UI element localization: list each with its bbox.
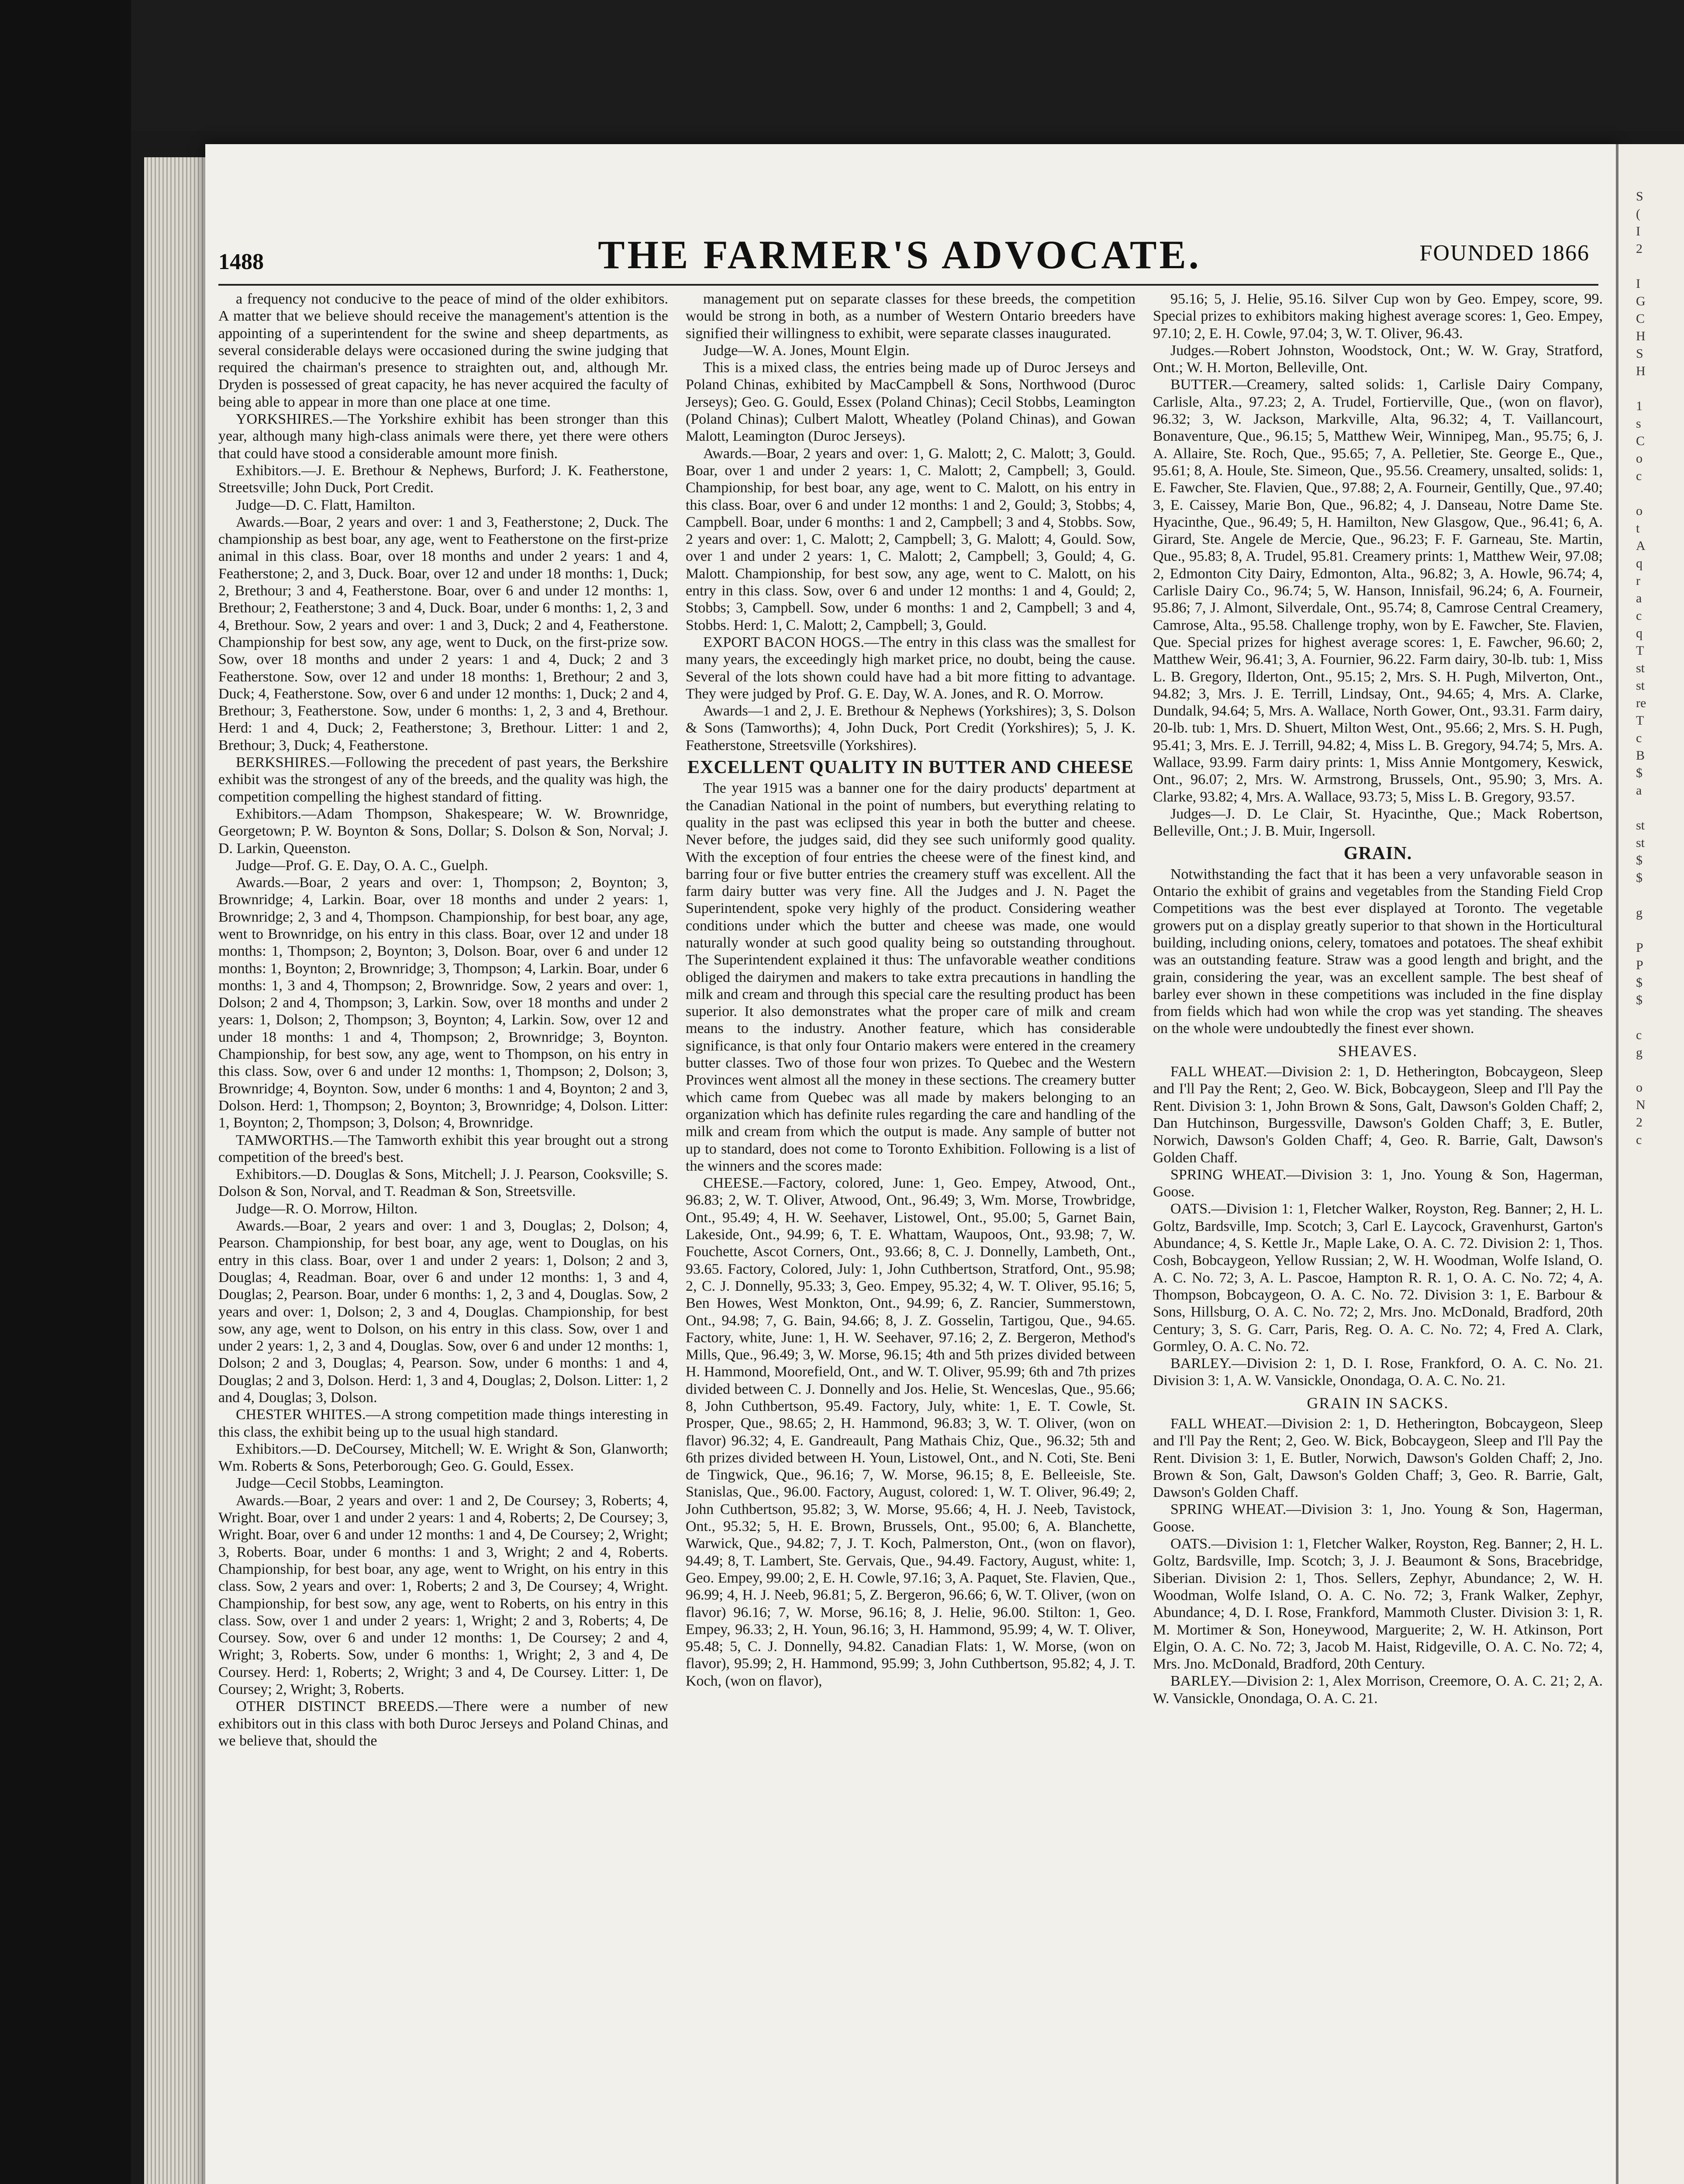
paragraph-lead: BARLEY. — [1170, 1673, 1232, 1690]
article-paragraph — [1153, 342, 1603, 377]
article-paragraph — [1153, 1535, 1603, 1673]
paragraph-text: Exhibitors.—Adam Thompson, Shakespeare; W. W. Brownridge, Georgetown; P. W. Boynton & Sons, Dollar; S. Dolson & Son, Norval; J. D. Larkin, Queenston. — [218, 805, 668, 857]
paragraph-text: The year 1915 was a banner one for the dairy products' department at the Canadian National in the point of numbers, but everything relating to quality in the past was eclipsed this year in both the butter and cheese. Never before, the judges said, did they see such uniformly good quality. With the exception of four entries the cheese were of the finest kind, and barring four or five butter entries the creamery stuff was excellent. All the farm dairy butter was very fine. All the Judges and J. N. Paget the Superintendent, spoke very highly of the product. Considering weather conditions under which the butter and cheese was made, one would naturally wonder at such good quality being so outstanding throughout. The Superintendent explained it thus: The unfavorable weather conditions obliged the dairymen and makers to take extra precautions in handling the milk and cream and through this special care the resulting product has been superior. It also demonstrates what the proper care of milk and cream means to the industry. Another feature, which has considerable significance, is that only four Ontario makers were entered in the creamery butter classes. Two of those four won prizes. To Quebec and the Western Provinces went almost all the money in these sections. The creamery butter which came from Quebec was all made by makers belonging to an organization which has definite rules regarding the care and handling of the milk and cream from which the output is made. Any sample of butter not up to standard, does not come to Toronto Exhibition. Following is a list of the winners and the scores made: — [686, 780, 1135, 1174]
paragraph-text: —Division 2: 1, D. Hetherington, Bobcaygeon, Sleep and I'll Pay the Rent; 2, Geo. W. Bick, Bobcaygeon, Sleep and I'll Pay the Rent. Division 3: 1, John Brown & Sons, Galt, Dawson's Golden Chaff; 2, Dan Hutchinson, Burgessville, Dawson's Golden Chaff; 3, E. Butler, Norwich, Dawson's Golden Chaff; 4, Geo. R. Barrie, Galt, Dawson's Golden Chaff. — [1153, 1064, 1603, 1166]
paragraph-lead: OATS. — [1170, 1201, 1211, 1217]
article-paragraph — [218, 411, 668, 462]
article-paragraph — [1153, 1200, 1603, 1355]
paragraph-lead: BARLEY. — [1170, 1355, 1232, 1372]
paragraph-lead: CHEESE. — [703, 1175, 763, 1192]
text-column-middle — [686, 290, 1135, 2184]
article-paragraph — [1153, 866, 1603, 1037]
article-paragraph — [218, 805, 668, 857]
scan-background-top — [0, 0, 1684, 131]
article-paragraph — [1153, 376, 1603, 805]
text-column-right — [1153, 290, 1603, 2184]
paragraph-text: Awards.—Boar, 2 years and over: 1 and 2, De Coursey; 3, Roberts; 4, Wright. Boar, over 1 and under 2 years: 1 and 4, Roberts; 2, De Coursey; 3, Wright. Boar, over 6 and under 12 months: 1 and 4, De Coursey; 2, Wright; 3, Roberts. Boar, under 6 months: 1 and 3, Wright; 2 and 4, Roberts. Championship, for best boar, any age, went to Wright, on his entry in this class. Sow, 2 years and over: 1, Roberts; 2 and 3, De Coursey; 4, Wright. Championship, for best sow, any age, went to Roberts, on his entry in this class. Sow, over 1 and under 2 years: 1, Wright; 2 and 3, Roberts; 4, De Coursey. Sow, over 6 and under 12 months: 1, De Coursey; 2 and 4, Wright; 3, Roberts. Sow, under 6 months: 1, Wright; 2, 3 and 4, De Coursey. Herd: 1, Roberts; 2, Wright; 3 and 4, De Coursey. Litter: 1, De Coursey; 2, Wright; 3, Roberts. — [218, 1492, 668, 1698]
paragraph-text: —Following the precedent of past years, the Berkshire exhibit was the strongest of any of the breeds, and the quality was high, the competition compelling the highest standard of fitting. — [218, 754, 668, 805]
paragraph-lead: OTHER DISTINCT BREEDS. — [236, 1698, 438, 1715]
paragraph-text: Awards.—Boar, 2 years and over: 1 and 3, Featherstone; 2, Duck. The championship as best boar, any age, went to Featherstone on the first-prize animal in this class. Boar, over 18 months and under 2 years: 1 and 4, Featherstone; 2, and 3, Duck. Boar, over 12 and under 18 months: 1, Duck; 2, Brethour; 3 and 4, Featherstone. Boar, over 6 and under 12 months: 1, Brethour; 2, Featherstone; 3 and 4, Duck. Boar, under 6 months: 1, 2, 3 and 4, Brethour. Sow, 2 years and over: 1 and 3, Duck; 2 and 4, Featherstone. Championship for best sow, any age, went to Duck, on the first-prize sow. Sow, over 18 months and under 2 years: 1 and 4, Duck; 2 and 3 Featherstone. Sow, over 12 and under 18 months: 1, Brethour; 2 and 3, Duck; 4, Featherstone. Sow, over 6 and under 12 months: 1, Duck; 2 and 4, Brethour; 3, Featherstone. Sow, under 6 months: 1, 2, 3 and 4, Brethour. Herd: 1 and 4, Duck; 2, Featherstone; 3, Brethour. Litter: 1 and 2, Brethour; 3, Duck; 4, Featherstone. — [218, 514, 668, 753]
article-paragraph — [1153, 1415, 1603, 1501]
page-number: 1488 — [218, 249, 264, 274]
paragraph-lead: SPRING WHEAT. — [1170, 1166, 1287, 1183]
article-paragraph — [218, 874, 668, 1131]
paragraph-text: This is a mixed class, the entries being made up of Duroc Jerseys and Poland Chinas, exhibited by MacCampbell & Sons, Northwood (Duroc Jerseys); Geo. G. Gould, Essex (Poland Chinas); Cecil Stobbs, Leamington (Poland Chinas); Culbert Malott, Wheatley (Poland Chinas), and Gowan Malott, Leamington (Duroc Jerseys). — [686, 359, 1135, 445]
paragraph-lead: FALL WHEAT. — [1170, 1064, 1267, 1080]
article-paragraph — [218, 1132, 668, 1166]
article-paragraph — [686, 359, 1135, 445]
article-paragraph — [1153, 1673, 1603, 1707]
article-paragraph — [218, 1200, 668, 1217]
paragraph-text: —Division 1: 1, Fletcher Walker, Royston, Reg. Banner; 2, H. L. Goltz, Bardsville, Imp. Scotch; 3, J. J. Beaumont & Sons, Bracebridge, Siberian. Division 2: 1, Thos. Sellers, Zephyr, Abundance; 2, W. H. Woodman, Wolfe Island, O. A. C. No. 72; 3, Frank Walker, Zephyr, Abundance; 4, D. I. Rose, Frankford, Mammoth Cluster. Division 3: 1, R. M. Mortimer & Son, Honeywood, Marguerite; 2, W. H. Atkinson, Port Elgin, O. A. C. No. 72; 3, Jacob M. Haist, Ridgeville, O. A. C. No. 72; 4, Mrs. Jno. McDonald, Bradford, 20th Century. — [1153, 1536, 1603, 1673]
paragraph-text: —A strong competition made things interesting in this class, the exhibit being up to the usual high standard. — [218, 1406, 668, 1440]
article-paragraph — [218, 1406, 668, 1441]
article-paragraph — [218, 754, 668, 805]
article-paragraph — [218, 857, 668, 874]
paragraph-text: —There were a number of new exhibitors out in this class with both Duroc Jerseys and Poland Chinas, and we believe that, should the — [218, 1698, 668, 1749]
article-paragraph — [1153, 1501, 1603, 1535]
article-paragraph — [218, 1492, 668, 1698]
paragraph-lead: EXPORT BACON HOGS. — [703, 634, 864, 650]
paragraph-text: Notwithstanding the fact that it has been a very unfavorable season in Ontario the exhibit of grains and vegetables from the Standing Field Crop Competitions was the best ever displayed at Toronto. The vegetable growers put on a display greatly superior to that shown in the Horticultural building, including onions, celery, tomatoes and potatoes. The sheaf exhibit was an outstanding feature. Straw was a good length and bright, and the grain, considering the year, was an excellent sample. The best sheaf of barley ever shown in these competitions was included in the fine display from fields which had won while the crop was yet standing. The sheaves on the whole were undoubtedly the finest ever shown. — [1153, 866, 1603, 1037]
paragraph-lead: TAMWORTHS. — [236, 1132, 333, 1148]
article-paragraph — [1153, 1355, 1603, 1389]
paragraph-text: —The Yorkshire exhibit has been stronger than this year, although many high-class animals were there, yet there were others that could have stood a considerable amount more finish. — [218, 411, 668, 462]
paragraph-text: Judges—J. D. Le Clair, St. Hyacinthe, Que.; Mack Robertson, Belleville, Ont.; J. B. Muir, Ingersoll. — [1153, 805, 1603, 840]
paragraph-text: Judges.—Robert Johnston, Woodstock, Ont.; W. W. Gray, Stratford, Ont.; W. H. Morton, Belleville, Ont. — [1153, 342, 1603, 376]
article-paragraph — [686, 1175, 1135, 1690]
paragraph-text: —Division 3: 1, Jno. Young & Son, Hagerman, Goose. — [1153, 1166, 1603, 1200]
paragraph-text: Awards.—Boar, 2 years and over: 1, G. Malott; 2, C. Malott; 3, Gould. Boar, over 1 and under 2 years: 1, C. Malott; 2, Campbell; 3, Gould. Championship, for best boar, any age, went to C. Malott, on his entry in this class. Boar, over 6 and under 12 months: 1 and 2, Gould; 3, Stobbs; 4, Campbell. Boar, under 6 months: 1 and 2, Campbell; 3 and 4, Stobbs. Sow, 2 years and over: 1, C. Malott; 2, Campbell; 3, G. Malott; 4, Gould. Sow, over 1 and under 2 years: 1, C. Malott; 2, Campbell; 3, Gould; 4, G. Malott. Championship, for best sow, any age, went to C. Malott, on his entry in this class. Sow, over 6 and under 12 months: 1 and 4, Gould; 2, Stobbs; 3, Campbell. Sow, under 6 months: 1 and 2, Campbell; 3 and 4, Stobbs. Herd: 1, C. Malott; 2, Campbell; 3, Gould. — [686, 445, 1135, 633]
article-paragraph — [218, 290, 668, 411]
article-paragraph — [218, 497, 668, 514]
article-paragraph — [686, 342, 1135, 359]
paragraph-lead: YORKSHIRES. — [236, 411, 333, 428]
paragraph-text: —Division 2: 1, D. Hetherington, Bobcaygeon, Sleep and I'll Pay the Rent; 2, Geo. W. Bick, Bobcaygeon, Sleep and I'll Pay the Rent. Division 3: 1, E. Butler, Norwich, Dawson's Golden Chaff; 2, Jno. Brown & Son, Galt, Dawson's Golden Chaff; 3, Geo. R. Barrie, Galt, Dawson's Golden Chaff. — [1153, 1416, 1603, 1501]
paragraph-text: Judge—Prof. G. E. Day, O. A. C., Guelph. — [236, 857, 488, 874]
page-header — [218, 223, 1598, 286]
scan-background-left — [0, 0, 131, 2184]
article-paragraph — [218, 1441, 668, 1475]
paragraph-text: Awards—1 and 2, J. E. Brethour & Nephews (Yorkshires); 3, S. Dolson & Sons (Tamworths); 4, John Duck, Port Credit (Yorkshires); 5, J. K. Featherstone, Streetsville (Yorkshires). — [686, 703, 1135, 753]
paragraph-text: 95.16; 5, J. Helie, 95.16. Silver Cup won by Geo. Empey, score, 99. Special prizes to exhibitors making highest average scores: 1, Geo. Empey, 97.10; 2, E. H. Cowle, 97.04; 3, W. T. Oliver, 96.43. — [1153, 291, 1603, 342]
paragraph-lead: BERKSHIRES. — [236, 754, 331, 771]
paragraph-text: Judge—R. O. Morrow, Hilton. — [236, 1200, 418, 1217]
paragraph-text: Judge—D. C. Flatt, Hamilton. — [236, 497, 415, 513]
article-paragraph — [218, 1475, 668, 1492]
paragraph-text: management put on separate classes for these breeds, the competition would be strong in both, as a number of Western Ontario breeders have signified their willingness to exhibit, were separate classes inaugurated. — [686, 291, 1135, 342]
paragraph-text: —Creamery, salted solids: 1, Carlisle Dairy Company, Carlisle, Alta., 97.23; 2, A. Trudel, Fortierville, Que., (won on flavor), 96.32; 3, W. Jackson, Markville, Alta, 96.32; 4, T. Vaillancourt, Bonaventure, Que., 96.15; 5, Matthew Weir, Winnipeg, Man., 95.75; 6, J. A. Allaire, Ste. Roch, Que., 95.65; 7, A. Pelletier, Ste. George E., Que., 95.61; 8, A. Houle, Ste. Simeon, Que., 95.56. Creamery, unsalted, solids: 1, E. Fawcher, Ste. Flavien, Que., 97.88; 2, A. Fourneir, Gentilly, Que., 97.40; 3, E. Caissey, Marie Bon, Que., 96.82; 4, J. Danseau, Notre Dame Ste. Hyacinthe, Que., 96.49; 5, H. Hamilton, New Glasgow, Que., 96.41; 6, A. Girard, Ste. Angele de Mercie, Que., 96.23; F. F. Garneau, Ste. Martin, Que., 95.83; 8, A. Trudel, 95.81. Creamery prints: 1, Matthew Weir, 97.08; 2, Edmonton City Dairy, Edmonton, Alta., 96.82; 3, A. Howle, 96.74; 4, Carlisle Dairy Co., 96.74; 5, W. Hanson, Innisfail, 96.24; 6, A. Fourneir, 95.86; 7, J. Almont, Silverdale, Ont., 95.74; 8, Camrose Central Creamery, Camrose, Alta., 95.58. Challenge trophy, won by E. Fawcher, Ste. Flavien, Que. Special prizes for highest average scores: 1, E. Fawcher, 96.60; 2, Matthew Weir, 96.41; 3, A. Fournier, 96.22. Farm dairy, 30-lb. tub: 1, Miss L. B. Gregory, Ilderton, Ont., 95.15; 2, Mrs. S. H. Pugh, Milverton, Ont., 94.82; 3, Mrs. J. E. Terrill, Lindsay, Ont., 94.65; 4, Mrs. A. Clarke, Dundalk, 94.64; 5, Mrs. A. Wallace, North Gower, Ont., 93.31. Farm dairy, 20-lb. tub: 1, Mrs. D. Shuert, Milton West, Ont., 95.66; 2, Mrs. S. H. Pugh, 95.41; 3, Mrs. E. J. Terrill, 94.82; 4, Miss L. B. Gregory, 94.74; 5, Mrs. A. Wallace, 93.99. Farm dairy prints: 1, Miss Annie Montgomery, Keswick, Ont., 96.07; 2, Mrs. W. Armstrong, Brussels, Ont., 95.90; 3, Mrs. A. Clarke, 93.82; 4, Mrs. A. Wallace, 93.73; 5, Miss L. B. Gregory, 93.57. — [1153, 377, 1603, 805]
section-heading: SHEAVES. — [1338, 1042, 1418, 1060]
article-paragraph — [218, 514, 668, 754]
section-heading: GRAIN IN SACKS. — [1307, 1394, 1449, 1412]
article-paragraph — [1153, 290, 1603, 342]
paragraph-text: Awards.—Boar, 2 years and over: 1 and 3, Douglas; 2, Dolson; 4, Pearson. Championship, for best boar, any age, went to Douglas, on his entry in this class. Boar, over 1 and under 2 years: 1, Dolson; 2 and 3, Douglas; 4, Readman. Boar, over 6 and under 12 months: 1, 3 and 4, Douglas; 2, Pearson. Boar, under 6 months: 1, 2, 3 and 4, Douglas. Sow, 2 years and over: 1, Dolson; 2, 3 and 4, Douglas. Championship, for best sow, any age, went to Dolson, on his entry in this class. Sow, over 1 and under 2 years: 1, 2, 3 and 4, Douglas. Sow, over 6 and under 12 months: 1, Dolson; 2 and 3, Douglas; 4, Pearson. Sow, under 6 months: 1 and 4, Douglas; 2 and 3, Dolson. Herd: 1, 3 and 4, Douglas; 2, Dolson. Litter: 1, 2 and 4, Douglas; 3, Dolson. — [218, 1218, 668, 1406]
paragraph-text: a frequency not conducive to the peace of mind of the older exhibitors. A matter that we believe should receive the management's attention is the appointing of a superintendent for the swine and sheep departments, as several considerable delays were occasioned during the swine judging that required the chairman's presence to straighten out, and, although Mr. Dryden is possessed of great capacity, he has never acquired the faculty of being able to appear in more than one place at one time. — [218, 291, 668, 410]
article-paragraph — [1153, 1063, 1603, 1166]
article-paragraph — [686, 634, 1135, 702]
article-paragraph — [218, 1698, 668, 1749]
article-paragraph — [686, 290, 1135, 342]
paragraph-text: —Factory, colored, June: 1, Geo. Empey, Atwood, Ont., 96.83; 2, W. T. Oliver, Atwood, Ont., 96.49; 3, Wm. Morse, Trowbridge, Ont., 95.49; 4, H. W. Seehaver, Listowel, Ont., 95.00; 5, Garnet Bain, Lakeside, Ont., 94.99; 6, T. E. Whattam, Waupoos, Ont., 93.98; 7, W. Fouchette, Ascot Corners, Ont., 93.66; 8, C. J. Donnelly, Lambeth, Ont., 93.65. Factory, Colored, July: 1, John Cuthbertson, Stratford, Ont., 95.98; 2, C. J. Donnelly, 95.33; 3, Geo. Empey, 95.32; 4, W. T. Oliver, 95.16; 5, Ben Howes, West Monkton, Ont., 94.99; 6, Z. Rancier, Summerstown, Ont., 94.98; 7, G. Bain, 94.66; 8, J. Z. Gosselin, Tartigou, Que., 94.65. Factory, white, June: 1, H. W. Seehaver, 97.16; 2, Z. Bergeron, Method's Mills, Que., 96.49; 3, W. Morse, 96.15; 4th and 5th prizes divided between H. Hammond, Moorefield, Ont., and W. T. Oliver, 95.99; 6th and 7th prizes divided between C. J. Donnelly and Jos. Helie, St. Wenceslas, Que., 95.66; 8, John Cuthbertson, 95.49. Factory, July, white: 1, E. T. Cowle, St. Prosper, Que., 98.65; 2, H. Hammond, 96.83; 3, W. T. Oliver, (won on flavor) 96.32; 4, E. Gandreault, Pang Mathais Chiz, Que., 96.32; 5th and 6th prizes divided between H. Youn, Listowel, Ont., and N. Coti, Ste. Beni de Tingwick, Que., 96.16; 7, W. Morse, 96.15; 8, E. Belleeisle, Ste. Stanislas, Que., 96.00. Factory, August, colored: 1, W. T. Oliver, 96.49; 2, John Cuthbertson, 95.82; 3, W. Morse, 95.66; 4, H. J. Neeb, Tavistock, Ont., 95.32; 5, H. E. Brown, Brussels, Ont., 95.00; 6, A. Blanchette, Warwick, Que., 94.82; 7, J. T. Koch, Palmerston, Ont., (won on flavor), 94.49; 8, T. Lambert, Ste. Gervais, Que., 94.49. Factory, August, white: 1, Geo. Empey, 99.00; 2, E. H. Cowle, 97.16; 3, A. Paquet, Ste. Flavien, Que., 96.99; 4, H. J. Neeb, 96.81; 5, Z. Bergeron, 96.66; 6, W. T. Oliver, (won on flavor) 96.16; 7, W. Morse, 96.16; 8, J. Helie, 96.00. Stilton: 1, Geo. Empey, 96.33; 2, H. Youn, 96.16; 3, H. Hammond, 95.99; 4, W. T. Oliver, 95.48; 5, C. J. Donnelly, 94.82. Canadian Flats: 1, W. Morse, (won on flavor), 95.99; 2, H. Hammond, 95.99; 3, John Cuthbertson, 95.82; 4, J. T. Koch, (won on flavor), — [686, 1175, 1135, 1689]
article-paragraph — [686, 445, 1135, 634]
paragraph-text: Judge—Cecil Stobbs, Leamington. — [236, 1475, 444, 1492]
section-heading: EXCELLENT QUALITY IN BUTTER AND CHEESE — [687, 757, 1134, 778]
article-paragraph — [218, 1166, 668, 1200]
paragraph-lead: FALL WHEAT. — [1170, 1416, 1267, 1432]
article-paragraph — [1153, 805, 1603, 840]
paragraph-text: Judge—W. A. Jones, Mount Elgin. — [703, 342, 910, 359]
paragraph-text: —Division 2: 1, Alex Morrison, Creemore, O. A. C. 21; 2, A. W. Vansickle, Onondaga, O. A. C. 21. — [1153, 1673, 1603, 1707]
article-paragraph — [686, 780, 1135, 1175]
article-paragraph — [218, 1217, 668, 1406]
paragraph-text: —The Tamworth exhibit this year brought out a strong competition of the breed's best. — [218, 1132, 668, 1165]
article-paragraph — [1153, 1166, 1603, 1201]
masthead-title: THE FARMER'S ADVOCATE. — [598, 232, 1201, 277]
paragraph-text: —Division 3: 1, Jno. Young & Son, Hagerman, Goose. — [1153, 1501, 1603, 1535]
paragraph-text: Awards.—Boar, 2 years and over: 1, Thompson; 2, Boynton; 3, Brownridge; 4, Larkin. Boar, over 18 months and under 2 years: 1, Brownridge; 2, 3 and 4, Thompson. Championship, for best boar, any age, went to Brownridge, on his entry in this class. Boar, over 12 and under 18 months: 1, Thompson; 2, Boynton; 3, Dolson. Boar, over 6 and under 12 months: 1, Boynton; 2, Brownridge; 3, Thompson; 4, Larkin. Boar, under 6 months: 1, 3 and 4, Thompson; 2, Brownridge. Sow, 2 years and over: 1, Dolson; 2 and 4, Thompson; 3, Larkin. Sow, over 18 months and under 2 years: 1, Dolson; 2, Thompson; 3, Boynton; 4, Larkin. Sow, over 12 and under 18 months: 1 and 4, Thompson; 2, Brownridge; 3, Boynton. Championship, for best sow, any age, went to Thompson, on his entry in this class. Sow, over 6 and under 12 months: 1, Thompson; 2, Dolson; 3, Brownridge; 4, Boynton. Sow, under 6 months: 1 and 4, Boynton; 2 and 3, Dolson. Herd: 1, Thompson; 2, Boynton; 3, Brownridge; 4, Dolson. Litter: 1, Boynton; 2, Thompson; 3, Dolson; 4, Brownridge. — [218, 874, 668, 1131]
article-paragraph — [218, 462, 668, 497]
paragraph-text: —Division 2: 1, D. I. Rose, Frankford, O. A. C. No. 21. Division 3: 1, A. W. Vansickle, Onondaga, O. A. C. No. 21. — [1153, 1355, 1603, 1389]
paragraph-lead: SPRING WHEAT. — [1170, 1501, 1287, 1518]
paragraph-text: —The entry in this class was the smallest for many years, the exceedingly high market price, no doubt, being the cause. Several of the lots shown could have had a bit more fitting to advantage. They were judged by Prof. G. E. Day, W. A. Jones, and R. O. Morrow. — [686, 634, 1135, 702]
newspaper-page — [205, 144, 1616, 2184]
article-paragraph — [686, 702, 1135, 754]
facing-page-fragments: S ( I 2 I G C H S H 1 s C o c o t A q r a c q T st st re T c B $ a st st $ $ g P P $ $ c g o N 2 c — [1636, 189, 1646, 1147]
text-column-left — [218, 290, 668, 2184]
facing-page-edge — [1616, 144, 1684, 2184]
paragraph-lead: OATS. — [1170, 1536, 1211, 1552]
section-heading: GRAIN. — [1343, 843, 1412, 864]
paragraph-lead: CHESTER WHITES. — [236, 1406, 366, 1423]
founded-notice: FOUNDED 1866 — [1419, 241, 1590, 266]
paragraph-text: Exhibitors.—J. E. Brethour & Nephews, Burford; J. K. Featherstone, Streetsville; John Duck, Port Credit. — [218, 462, 668, 496]
paragraph-lead: BUTTER. — [1170, 377, 1232, 393]
paragraph-text: Exhibitors.—D. DeCoursey, Mitchell; W. E. Wright & Son, Glanworth; Wm. Roberts & Sons, Peterborough; Geo. G. Gould, Essex. — [218, 1441, 668, 1475]
paragraph-text: Exhibitors.—D. Douglas & Sons, Mitchell; J. J. Pearson, Cooksville; S. Dolson & Son, Norval, and T. Readman & Son, Streetsville. — [218, 1166, 668, 1200]
paragraph-text: —Division 1: 1, Fletcher Walker, Royston, Reg. Banner; 2, H. L. Goltz, Bardsville, Imp. Scotch; 3, Carl E. Laycock, Gravenhurst, Garton's Abundance; 4, S. Kettle Jr., Maple Lake, O. A. C. 72. Division 2: 1, Thos. Cosh, Bobcaygeon, Yellow Russian; 2, W. H. Woodman, Wolfe Island, O. A. C. No. 72; 3, A. L. Pascoe, Hampton R. R. 1, O. A. C. No. 72; 4, A. Thompson, Bobcaygeon, O. A. C. No. 72. Division 3: 1, E. Barbour & Sons, Hillsburg, O. A. C. No. 72; 2, Mrs. Jno. McDonald, Bradford, 20th Century; 3, S. G. Carr, Paris, Reg. O. A. C. No. 72; 4, Fred A. Clark, Gormley, O. A. C. No. 72. — [1153, 1201, 1603, 1355]
